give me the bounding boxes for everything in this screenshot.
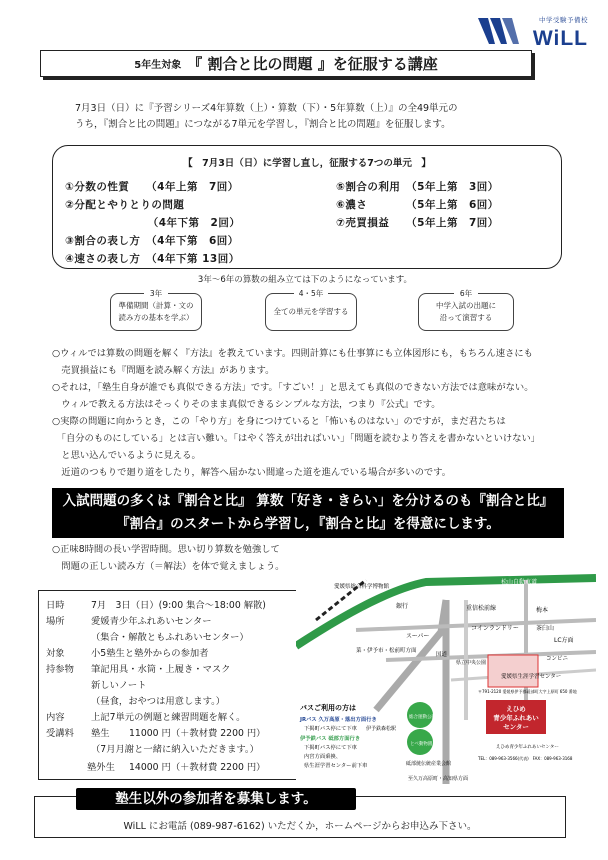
map-label: 菜・伊予市・松前町方面 xyxy=(356,648,417,654)
target-label: 対象 xyxy=(46,648,65,659)
will-logo-mark-icon xyxy=(478,14,522,50)
recruit-text: WiLL にお電話 (089-987-6162) いただくか，ホームページからお申込み下さい。 xyxy=(123,821,477,832)
target-grade: 5年生対象 xyxy=(134,60,182,71)
study-note xyxy=(52,541,302,575)
bus-line: 下掲町バス停にて下車 xyxy=(304,726,357,732)
para-line: 「自分のものにしている」とは言い難い。「はやく答えが出ればいい」「問題を読むより答えを書かないといけない」 xyxy=(52,433,541,444)
intro-line: うち，『割合と比の問題』につながる7単元を学習し，『割合と比の問題』を征服します。 xyxy=(75,119,451,130)
para-line: ○実際の問題に向かうとき，この「やり方」を身につけていると「怖いものはない」のですが，まだ君たちは xyxy=(52,416,506,427)
grade-text: 読み方の基本を学ぶ） xyxy=(118,313,194,322)
map-label: スーパー xyxy=(406,633,430,640)
center-name: センター xyxy=(503,723,529,731)
note-line: ○正味8時間の長い学習時間。思い切り算数を勉強して xyxy=(52,544,280,555)
recruit-heading: 塾生以外の参加者を募集します。 xyxy=(76,788,356,810)
para-line: ウィルで教える方法はそっくりそのまま真似できるシンプルな方法，つまり『公式』です。 xyxy=(52,399,441,410)
structure-caption: 3年～6年の算数の組み立ては下のようになっています。 xyxy=(197,275,413,285)
center-name: 青少年ふれあい xyxy=(493,714,539,722)
items-label: 持参物 xyxy=(46,664,74,675)
highlight-banner xyxy=(52,488,564,538)
units-box xyxy=(52,145,562,269)
banner-line: 『割合』のスタートから学習し，『割合と比』を得意にします。 xyxy=(116,516,500,532)
content-value: 上記7単元の例題と練習問題を解く。 xyxy=(91,712,246,723)
items-value: 筆記用具・水筒・上履き・マスク xyxy=(91,664,231,675)
title-banner xyxy=(40,50,532,77)
unit-item: ①分数の性質 （4年上第 7回） xyxy=(65,181,239,193)
grade-box-6 xyxy=(418,289,514,331)
grade-box-3 xyxy=(110,289,202,331)
logo-name: WiLL xyxy=(532,27,588,50)
date-label: 日時 xyxy=(46,600,65,611)
fee-outside-value: 14000 円（＋教材費 2200 円） xyxy=(129,762,266,773)
fee-member-value: 11000 円（＋教材費 2200 円） xyxy=(129,728,266,739)
para-line: ○それは，「塾生自身が誰でも真似できる方法」です。「すごい！」と思えても真似のできない方法では意味がない。 xyxy=(52,382,534,393)
logo xyxy=(478,14,588,50)
map-label: 重信松前線 xyxy=(466,605,497,612)
map-label: 県立中央公園 xyxy=(456,660,487,666)
fee-label: 受講料 xyxy=(46,728,74,739)
map-label: とべ動物園 xyxy=(410,742,433,747)
place-note: （集合・解散ともふれあいセンター） xyxy=(91,632,249,643)
fee-note: （7月月謝と一緒に納入いただきます。） xyxy=(91,744,259,755)
page-title: 『 割合と比の問題 』を征服する講座 xyxy=(187,55,438,73)
unit-item: ②分配とやりとりの問題 xyxy=(65,199,185,211)
grade-label: 6年 xyxy=(454,288,478,300)
map-label: 松山自動車道 xyxy=(501,579,538,586)
items-value: 新しいノート xyxy=(91,680,147,691)
banner-line: 入試問題の多くは『割合と比』 算数「好き・きらい」を分けるのも『割合と比』 xyxy=(62,493,554,509)
para-line: 近道のつもりで廻り道をしたり，解答へ届かない間違った道を進んでいる場合が多いのです。 xyxy=(52,467,452,478)
map-label: 砥部焼伝統産業会館 xyxy=(406,761,452,767)
unit-item: ③割合の表し方 （4年下第 6回） xyxy=(65,235,239,247)
map-label: 至久万高原町・高知県方面 xyxy=(408,776,469,782)
bus-line: 下掲町バス停にて下車 xyxy=(304,745,357,751)
units-heading: 【 7月3日（日）に学習し直し，征服する7つの単元 】 xyxy=(183,158,431,169)
note-line: 問題の正しい読み方（＝解法）を体で覚えましょう。 xyxy=(52,561,285,572)
bus-line: 県生涯学習センター前下車 xyxy=(304,763,368,769)
para-line: 売買損益にも『問題を読み解く方法』があります。 xyxy=(52,365,275,376)
map-label: 国道 xyxy=(436,652,448,658)
map-label: 茶臼山 xyxy=(536,625,555,632)
map-label: 梅本 xyxy=(536,607,549,614)
items-note: （昼食，おやつは用意します。） xyxy=(91,696,226,707)
para-line: ○ウィルでは算数の問題を解く『方法』を教えています。四則計算にも仕事算にも立体図形にも，もちろん速さにも xyxy=(52,348,533,359)
map-label: 銀行 xyxy=(396,603,409,610)
grade-text: 準備期間（計算・文の xyxy=(118,301,194,310)
map-label: 総合運動公園 xyxy=(409,715,436,720)
bus-title: バスご利用の方は xyxy=(300,704,356,712)
grade-text: 全ての単元を学習する xyxy=(273,307,349,316)
map-label: コンビニ xyxy=(546,656,569,662)
map-label: 伊予鉄森松駅 xyxy=(366,726,397,732)
fee-outside-label: 塾外生 xyxy=(87,762,115,773)
intro-line: 7月3日（日）に『予習シリーズ4年算数（上）・算数（下）・5年算数（上）』の全49単元の xyxy=(75,103,458,114)
grade-text: 中学入試の出題に xyxy=(436,301,496,310)
intro-text xyxy=(75,101,545,133)
map-label: 愛媛県生涯学習センター xyxy=(501,674,562,680)
center-name: えひめ xyxy=(506,705,526,713)
access-map xyxy=(296,560,596,784)
center-area xyxy=(488,655,538,687)
grade-label: 4・5年 xyxy=(294,288,328,300)
para-line: と思い込んでいるように見える。 xyxy=(52,450,201,461)
bus-line: JRバス 久万高原・落出方面行き xyxy=(300,717,377,723)
grade-text: 沿って演習する xyxy=(439,313,493,322)
map-label: LC方面 xyxy=(554,637,574,644)
grade-label: 3年 xyxy=(144,288,168,300)
unit-item: （4年下第 2回） xyxy=(65,217,241,229)
map-label: コインランドリー xyxy=(471,625,519,632)
tel-fax: TEL：089-963-3566(代表) FAX：089-963-3168 xyxy=(478,756,573,761)
unit-item: ④速さの表し方 （4年下第 13回） xyxy=(65,253,240,265)
event-info-box xyxy=(38,590,300,780)
unit-item: ⑥濃さ （5年上第 6回） xyxy=(336,199,499,211)
method-paragraphs xyxy=(52,345,572,481)
map-label: えひめ青少年ふれあいセンター xyxy=(496,745,559,750)
place-value: 愛媛青少年ふれあいセンター xyxy=(91,616,212,627)
fee-member-label: 塾生 xyxy=(91,728,110,739)
bus-line: 伊予鉄バス 砥部方面行き xyxy=(300,736,361,742)
content-label: 内容 xyxy=(46,712,65,723)
bus-line: 内宮方面乗換、 xyxy=(304,754,342,760)
grade-box-4-5 xyxy=(265,289,357,331)
map-label: 愛媛県総合科学博物館 xyxy=(334,584,390,590)
target-value: 小5塾生と塾外からの参加者 xyxy=(91,648,209,659)
logo-subtitle: 中学受験予備校 xyxy=(539,16,588,24)
unit-item: ⑦売買損益 （5年上第 7回） xyxy=(336,217,499,229)
place-label: 場所 xyxy=(46,616,65,627)
address: 〒791-2120 愛媛県伊予郡砥部町大字上原町 650 番地 xyxy=(478,689,577,694)
unit-item: ⑤割合の利用 （5年上第 3回） xyxy=(336,181,499,193)
date-value: 7月 3日（日）(9:00 集合～18:00 解散) xyxy=(91,600,266,611)
